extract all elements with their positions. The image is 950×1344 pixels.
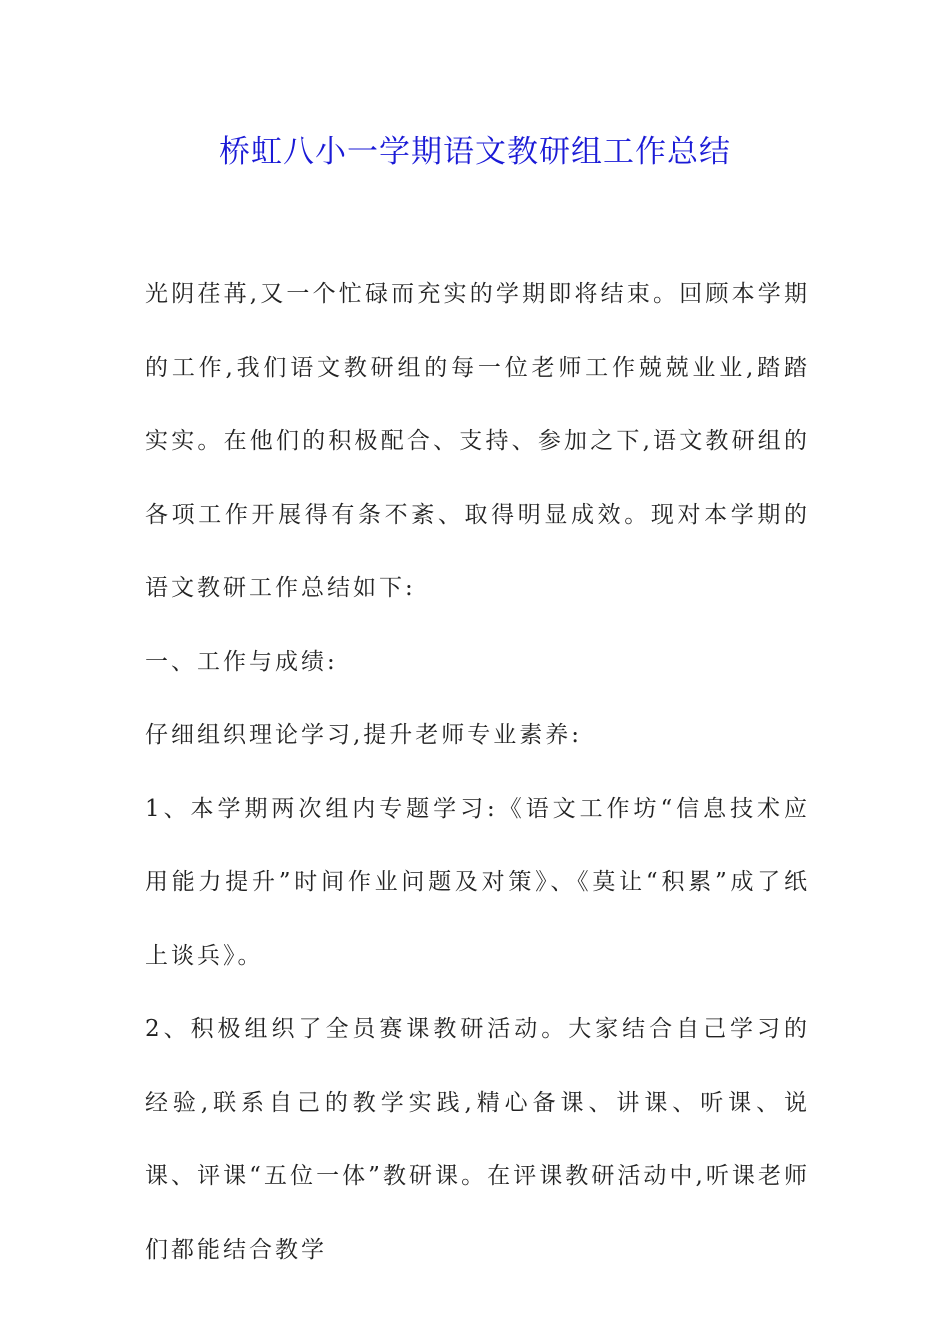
list-item-2: 2、积极组织了全员赛课教研活动。大家结合自己学习的经验,联系自己的教学实践,精心备课、讲课、听课、说课、评课“五位一体”教研课。在评课教研活动中,听课老师们都能结合教学 [145, 1016, 810, 1263]
list-item-1: 1、本学期两次组内专题学习:《语文工作坊“信息技术应用能力提升”时间作业问题及对策》、《莫让“积累”成了纸上谈兵》。 [145, 795, 810, 969]
document-title: 桥虹八小一学期语文教研组工作总结 [219, 134, 731, 170]
subheading-theory-study: 仔细组织理论学习,提升老师专业素养: [145, 722, 583, 748]
paragraph-intro: 光阴荏苒,又一个忙碌而充实的学期即将结束。回顾本学期的工作,我们语文教研组的每一位老师工作兢兢业业,踏踏实实。在他们的积极配合、支持、参加之下,语文教研组的各项工作开展得有条不紊、取得明显成效。现对本学期的语文教研工作总结如下: [145, 281, 810, 601]
section-heading-work-and-results: 一、工作与成绩: [145, 648, 338, 675]
document-body [145, 258, 810, 1287]
